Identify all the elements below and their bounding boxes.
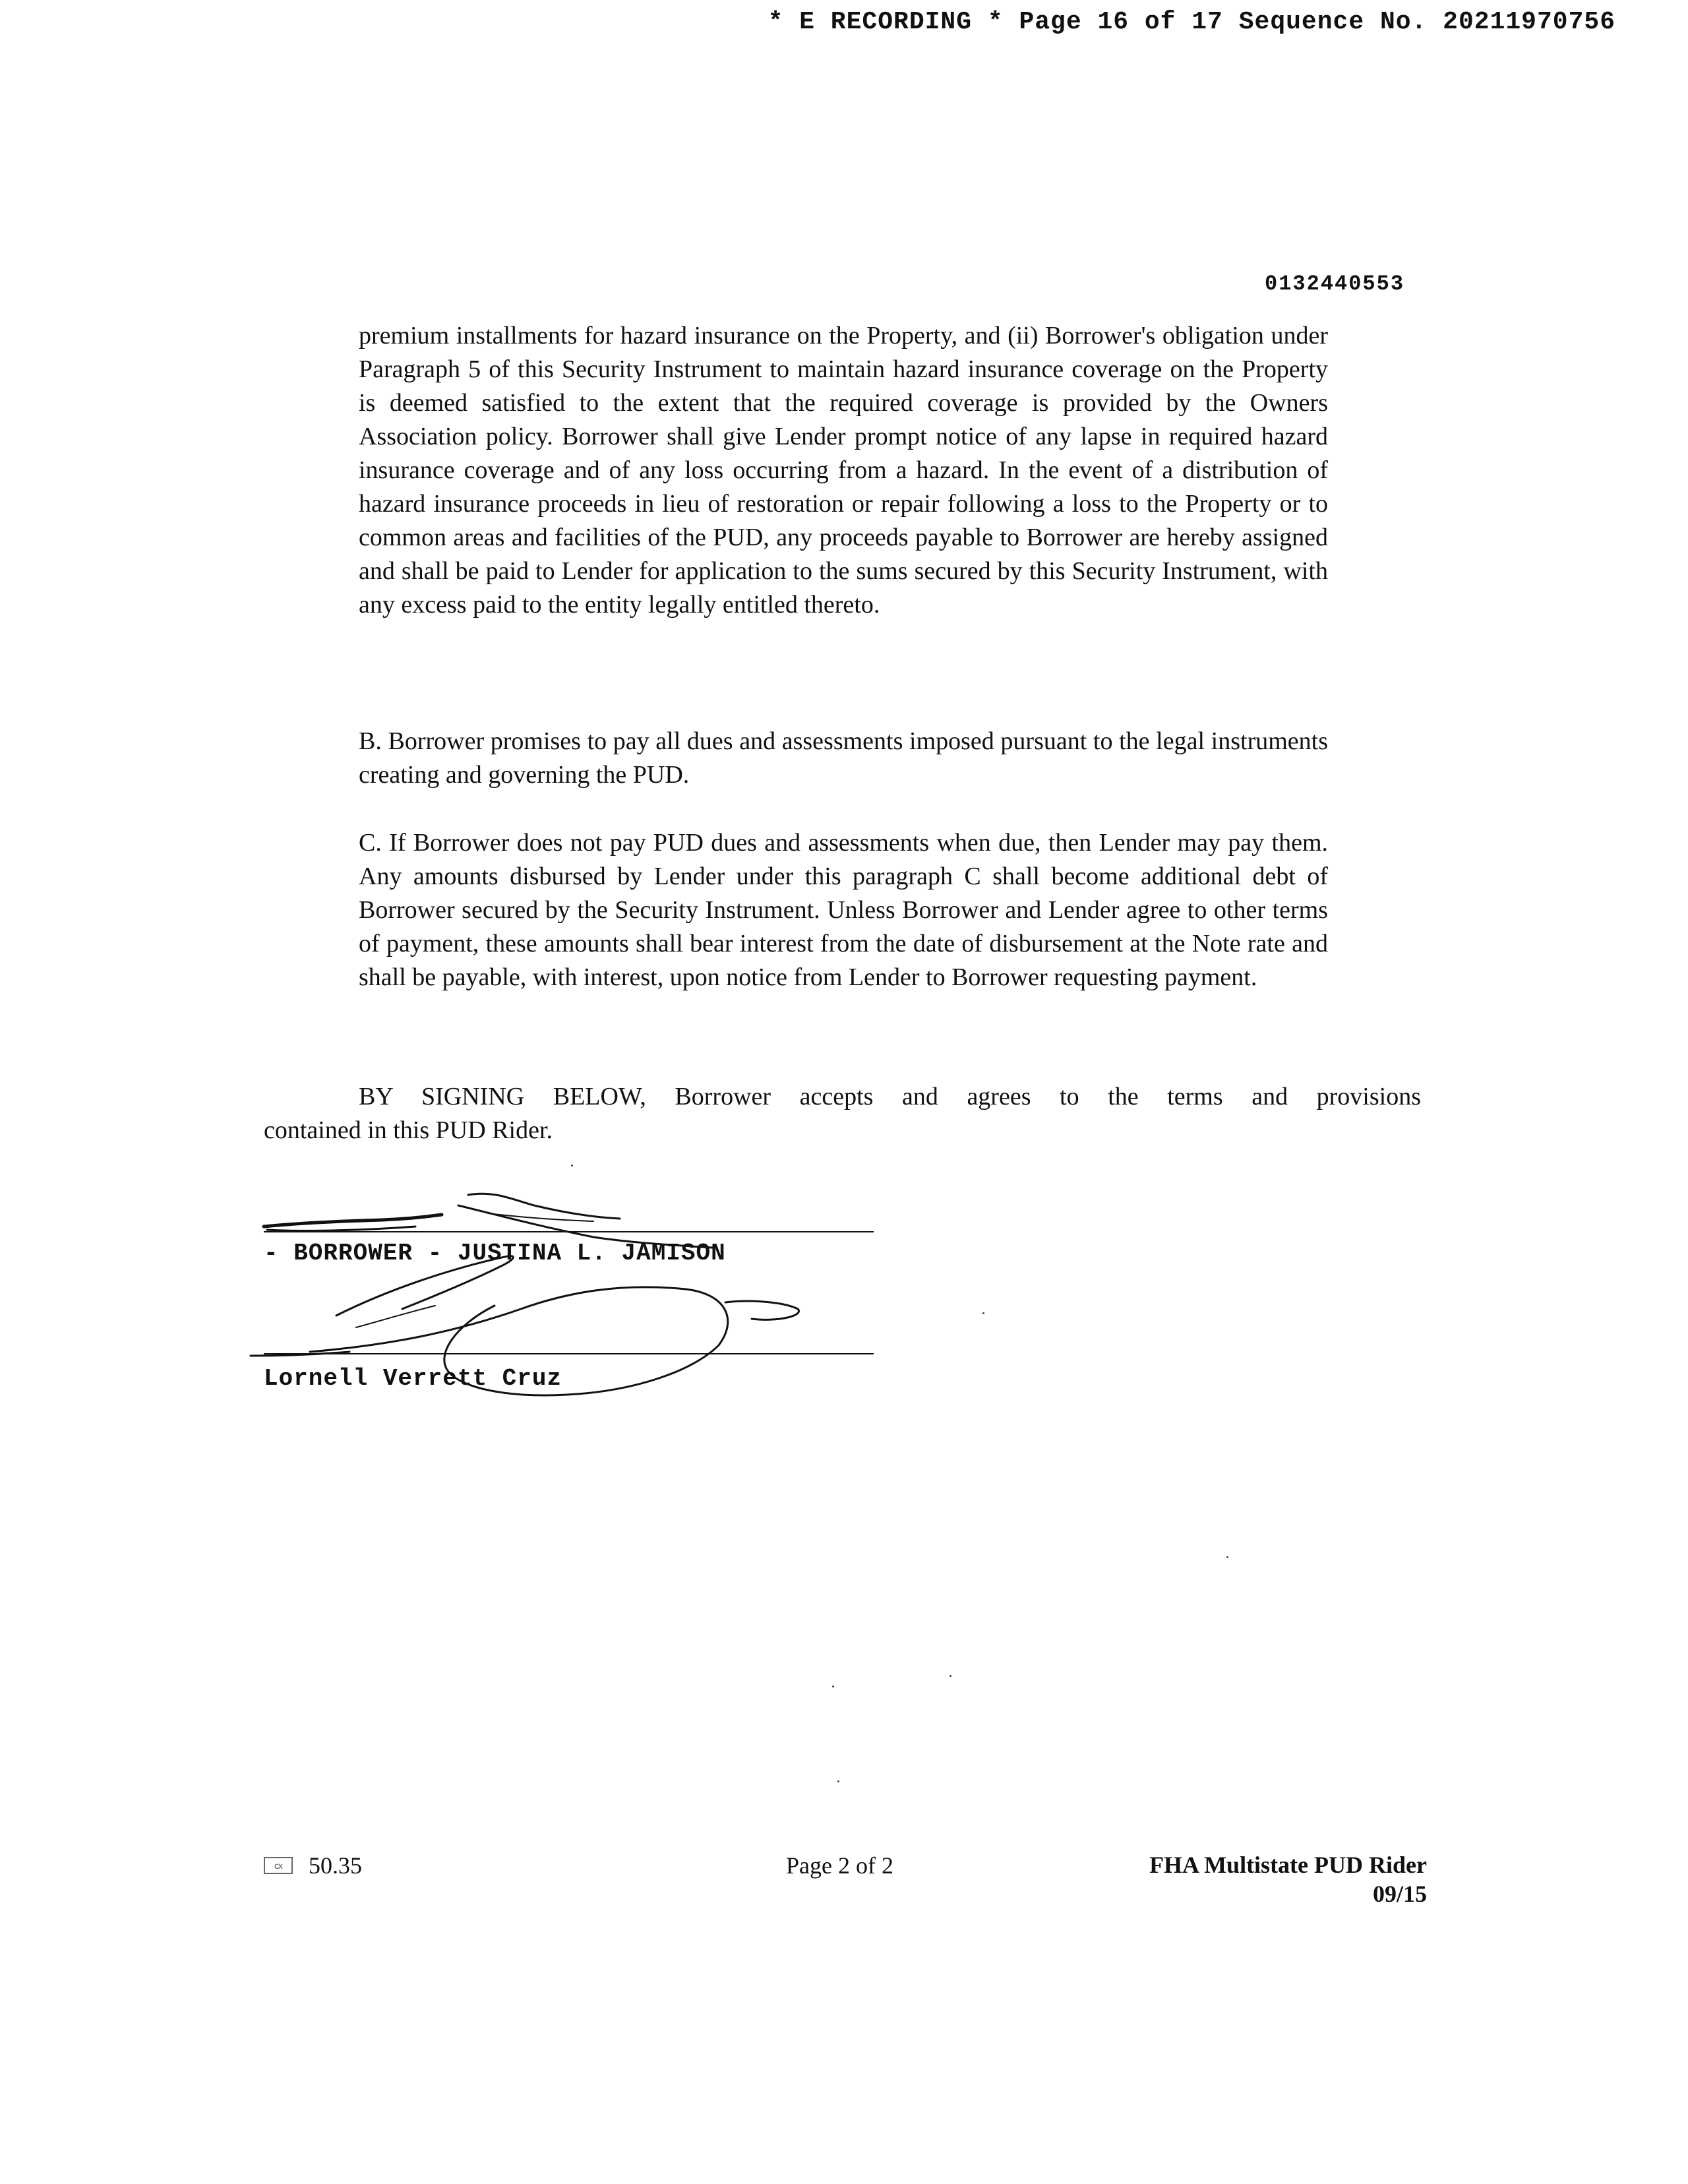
scan-speck — [950, 1675, 951, 1677]
form-number: 50.35 — [309, 1852, 362, 1879]
footer-form-number — [264, 1852, 362, 1879]
paragraph-b: B. Borrower promises to pay all dues and assessments imposed pursuant to the legal instruments creating and governing the PUD. — [359, 727, 1328, 789]
signature-2-stroke-a — [336, 1256, 513, 1316]
signature-2-stroke-c — [725, 1301, 799, 1320]
signature-2-stroke-e — [356, 1306, 435, 1327]
scan-speck — [837, 1780, 839, 1782]
borrower-1-name: - BORROWER - JUSTINA L. JAMISON — [264, 1240, 726, 1267]
scan-speck — [832, 1685, 834, 1687]
recording-stamp: * E RECORDING * Page 16 of 17 Sequence No. 20211970756 — [768, 8, 1615, 36]
loan-number: 0132440553 — [1265, 272, 1405, 296]
signature-1-stroke-a — [264, 1215, 442, 1227]
form-logo-icon: cx — [264, 1857, 293, 1874]
handwritten-signatures — [224, 1174, 897, 1411]
signing-statement — [264, 1080, 1421, 1147]
signature-2-stroke-b — [310, 1287, 728, 1395]
form-date: 09/15 — [1372, 1881, 1427, 1907]
form-title: FHA Multistate PUD Rider — [1149, 1852, 1427, 1878]
footer-form-title — [1149, 1850, 1427, 1908]
paragraph-a: premium installments for hazard insurance on the Property, and (ii) Borrower's obligation under Paragraph 5 of this Security Instrument to maintain hazard insurance coverage on the Property is deemed satisfied to the extent that the required coverage is provided by the Owners Association policy. Borrower shall give Lender prompt notice of any lapse in required hazard insurance coverage and of any loss occurring from a hazard. In the event of a distribution of hazard insurance proceeds in lieu of restoration or repair following a loss to the Property or to common areas and facilities of the PUD, any proceeds payable to Borrower are hereby assigned and shall be paid to Lender for application to the sums secured by this Security Instrument, with any excess paid to the entity legally entitled thereto. — [359, 322, 1328, 619]
signing-statement-line-2: contained in this PUD Rider. — [264, 1116, 553, 1144]
signature-2-stroke-d — [251, 1352, 349, 1356]
paragraph-c: C. If Borrower does not pay PUD dues and assessments when due, then Lender may pay them. Any amounts disbursed by Lender under this paragraph C shall become additional debt of Borrower secured by the Security Instrument. Unless Borrower and Lender agree to other terms of payment, these amounts shall bear interest from the date of disbursement at the Note rate and shall be payable, with interest, upon notice from Lender to Borrower requesting payment. — [359, 829, 1328, 991]
scan-speck — [1226, 1556, 1228, 1558]
scan-speck — [982, 1312, 984, 1314]
scan-speck — [571, 1165, 573, 1167]
footer-page-number: Page 2 of 2 — [786, 1852, 893, 1879]
signing-statement-line-1: BY SIGNING BELOW, Borrower accepts and agrees to the terms and provisions — [359, 1083, 1421, 1110]
signature-1-stroke-b — [267, 1227, 415, 1230]
signature-1-stroke-c — [468, 1194, 620, 1219]
signature-1-stroke-d — [458, 1205, 712, 1248]
borrower-2-name: Lornell Verrett Cruz — [264, 1365, 562, 1392]
